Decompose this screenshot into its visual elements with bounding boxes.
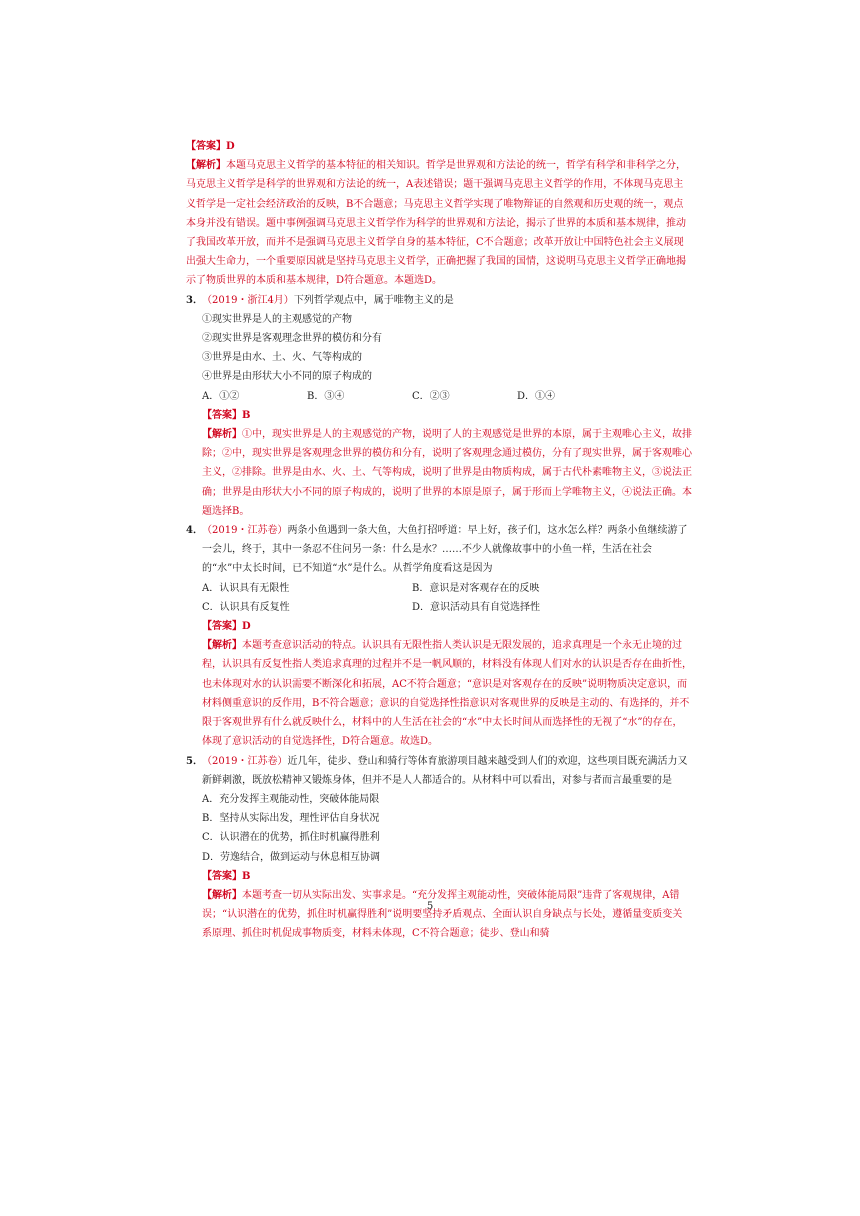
option-a: A．充分发挥主观能动性，突破体能局限 [202,793,380,805]
statement-item: ②现实世界是客观理念世界的模仿和分有 [202,333,382,345]
answer-tag: 【答案】 [202,621,242,633]
analysis-tag: 【解析】 [202,429,242,441]
analysis-text: 本题马克思主义哲学的基本特征的相关知识。哲学是世界观和方法论的统一，哲学有科学和非科学之分，马克思主义哲学是科学的世界观和方法论的统一，A表述错误；题干强调马克思主义哲学的作用，不体现马克思主义哲学是一定社会经济政治的反映，B不合题意；马克思主义哲学实现了唯物辩证的自然观和历史观的统一，观点本身并没有错误。题中事例强调马克思主义哲学作为科学的世界观和方法论，揭示了世界的本质和基本规律，推动了我国改革开放，而并不是强调马克思主义哲学自身的基本特征，C不合题意；改革开放让中国特色社会主义展现出强大生命力，一个重要原因就是坚持马克思主义哲学，正确把握了我国的国情，这说明马克思主义哲学正确地揭示了物质世界的本质和基本规律，D符合题意。本题选D。 [186,160,686,287]
statement-list [186,310,692,387]
option-d: D．劳逸结合，做到运动与休息相互协调 [202,851,381,863]
option-c: C．认识潜在的优势，抓住时机赢得胜利 [202,832,380,844]
question-5 [186,752,692,790]
analysis-text: 本题考查一切从实际出发、实事求是。“充分发挥主观能动性，突破体能局限”违背了客观规律，A错误；“认识潜在的优势，抓住时机赢得胜利”说明要坚持矛盾观点、全面认识自身缺点与长处，遵循量变质变关系原理、抓住时机促成事物质变，材料未体现，C不符合题意；徒步、登山和骑 [202,889,683,940]
option-a: A．认识具有无限性 [202,582,290,594]
question-source: （2019・江苏卷） [202,755,288,767]
analysis-paragraph [186,425,692,521]
answer-line [186,406,692,425]
analysis-tag: 【解析】 [202,640,242,652]
options-row [186,387,692,406]
analysis-tag: 【解析】 [186,160,226,172]
statement-item: ④世界是由形状大小不同的原子构成的 [202,371,372,383]
question-3 [186,291,692,310]
option-c: C．认识具有反复性 [202,601,290,613]
question-stem: 两条小鱼遇到一条大鱼，大鱼打招呼道：早上好，孩子们，这水怎么样？两条小鱼继续游了一会儿，终于，其中一条忍不住问另一条：什么是水？……不少人就像故事中的小鱼一样，生活在社会的“水”中太长时间，已不知道“水”是什么。从哲学角度看这是因为 [202,525,688,575]
question-number: 4． [186,525,203,537]
statement-item: ③世界是由水、土、火、气等构成的 [202,352,362,364]
answer-tag: 【答案】 [202,870,242,882]
question-stem: 下列哲学观点中，属于唯物主义的是 [293,294,454,306]
analysis-text: 本题考查意识活动的特点。认识具有无限性指人类认识是无限发展的，追求真理是一个永无止境的过程，认识具有反复性指人类追求真理的过程并不是一帆风顺的，材料没有体现人们对水的认识是否存在曲折性，也未体现对水的认识需要不断深化和拓展，AC不符合题意；“意识是对客观存在的反映”说明物质决定意识，而材料侧重意识的反作用，B不符合题意；意识的自觉选择性指意识对客观世界的反映是主动的、有选择的，并不限于客观世界有什么就反映什么，材料中的人生活在社会的“水”中太长时间从而选择性的无视了“水”的存在，体现了意识活动的自觉选择性，D符合题意。故选D。 [202,640,692,748]
option-b: B．意识是对客观存在的反映 [412,582,540,594]
page-content [186,137,692,944]
option-a: A．①② [202,390,240,402]
question-source: （2019・江苏卷） [202,525,288,537]
question-number: 3． [186,294,203,306]
answer-value: D [242,621,251,633]
answer-value: B [242,409,251,421]
answer-tag: 【答案】 [186,141,226,152]
question-source: （2019・浙江4月） [202,294,294,306]
analysis-paragraph [186,886,692,944]
answer-value: D [226,141,235,152]
option-c: C．②③ [412,390,450,402]
answer-line [186,137,692,156]
answer-line [186,617,692,636]
analysis-paragraph [186,636,692,751]
statement-item: ①现实世界是人的主观感觉的产物 [202,313,352,325]
analysis-text: ①中，现实世界是人的主观感觉的产物，说明了人的主观感觉是世界的本原，属于主观唯心主义，故排除；②中，现实世界是客观理念世界的模仿和分有，说明了客观理念通过模仿，分有了现实世界，属于客观唯心主义，②排除。世界是由水、火、土、气等构成，说明了世界是由物质构成，属于古代朴素唯物主义，③说法正确；世界是由形状大小不同的原子构成的，说明了世界的本原是原子，属于形而上学唯物主义，④说法正确。本题选择B。 [202,429,692,517]
options-row [186,579,692,598]
question-4 [186,521,692,579]
option-b: B．坚持从实际出发，理性评估自身状况 [202,813,380,825]
question-number: 5． [186,755,203,767]
answer-tag: 【答案】 [202,409,242,421]
option-b: B．③④ [307,390,345,402]
option-d: D．意识活动具有自觉选择性 [412,601,541,613]
options-list [186,790,692,867]
options-row [186,598,692,617]
option-d: D．①④ [517,390,556,402]
question-stem: 近几年，徒步、登山和骑行等体育旅游项目越来越受到人们的欢迎，这些项目既充满活力又新鲜刺激，既放松精神又锻炼身体，但并不是人人都适合的。从材料中可以看出，对参与者而言最重要的是 [202,755,688,786]
answer-value: B [242,870,251,882]
page-number: 5 [426,901,434,912]
analysis-paragraph [186,156,692,290]
answer-line [186,867,692,886]
analysis-tag: 【解析】 [202,889,242,901]
